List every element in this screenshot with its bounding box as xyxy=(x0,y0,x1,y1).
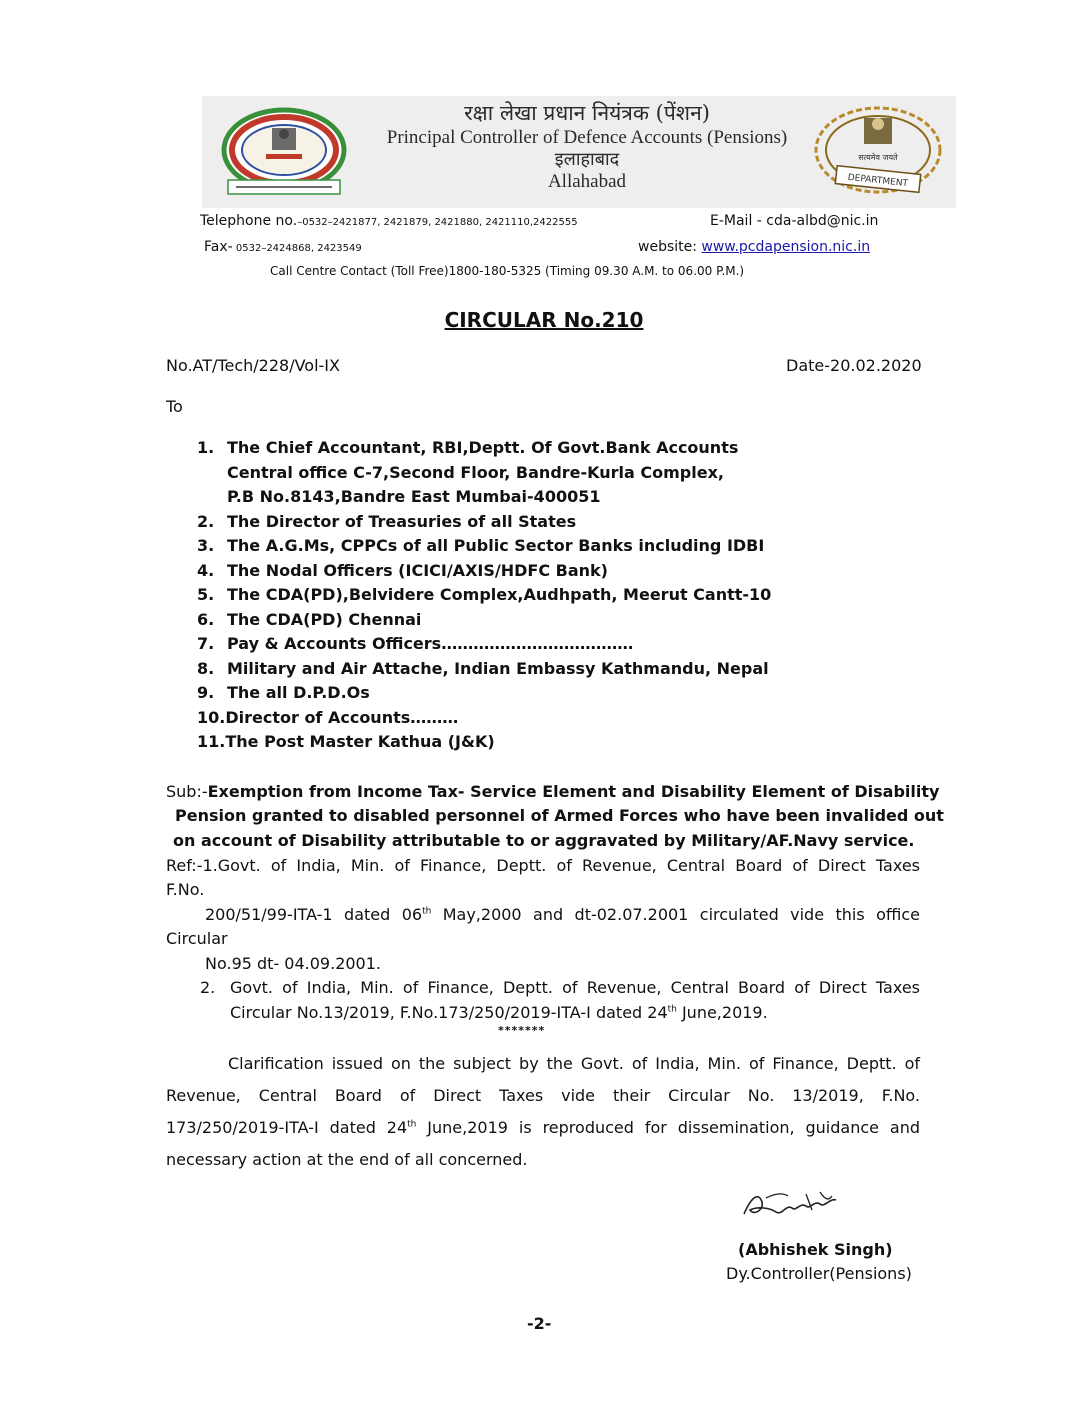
body-line: Revenue, Central Board of Direct Taxes vide their Circular No. 13/2019, F.No. xyxy=(166,1086,920,1105)
reference-line: 200/51/99-ITA-1 dated 06th May,2000 and dt-02.07.2001 circulated vide this office xyxy=(205,905,921,924)
telephone-line xyxy=(200,213,578,229)
telephone-label: Telephone no. xyxy=(200,213,298,229)
signatory-name: (Abhishek Singh) xyxy=(738,1240,893,1259)
recipient-item: 8. Military and Air Attache, Indian Embassy Kathmandu, Nepal xyxy=(197,659,769,678)
call-centre-line: Call Centre Contact (Toll Free)1800-180-5325 (Timing 09.30 A.M. to 06.00 P.M.) xyxy=(270,264,745,278)
recipient-item: 7. Pay & Accounts Officers……………………………… xyxy=(197,634,634,653)
handwritten-signature-icon xyxy=(736,1180,846,1230)
recipient-item: 6. The CDA(PD) Chennai xyxy=(197,610,422,629)
recipient-item: 11.The Post Master Kathua (J&K) xyxy=(197,732,495,751)
org-name-hindi: रक्षा लेखा प्रधान नियंत्रक (पेंशन) xyxy=(464,101,710,125)
reference-line: No.95 dt- 04.09.2001. xyxy=(205,954,381,973)
city-name-english: Allahabad xyxy=(547,171,627,192)
recipient-item: 1. The Chief Accountant, RBI,Deptt. Of Govt.Bank Accounts xyxy=(197,438,739,457)
svg-text:सत्यमेव जयते: सत्यमेव जयते xyxy=(858,153,898,162)
website-link[interactable]: www.pcdapension.nic.in xyxy=(701,239,871,255)
letterhead xyxy=(202,96,956,208)
recipient-item: 3. The A.G.Ms, CPPCs of all Public Sector Banks including IDBI xyxy=(197,536,765,555)
fax-line xyxy=(204,239,362,255)
fax-label: Fax- xyxy=(204,239,233,255)
department-seal-icon xyxy=(210,106,358,198)
page-number: -2- xyxy=(527,1314,552,1333)
to-label: To xyxy=(166,397,183,416)
organisation-name xyxy=(362,100,812,192)
reference-line: Ref:-1.Govt. of India, Min. of Finance, Deptt. of Revenue, Central Board of Direct Taxes xyxy=(166,856,920,875)
email-address: E-Mail - cda-albd@nic.in xyxy=(710,213,879,229)
recipient-item-line: P.B No.8143,Bandre East Mumbai-400051 xyxy=(227,487,601,506)
recipient-item: 5. The CDA(PD),Belvidere Complex,Audhpath, Meerut Cantt-10 xyxy=(197,585,772,604)
website-label: website: xyxy=(638,239,702,255)
circular-title: CIRCULAR No.210 xyxy=(444,308,644,332)
org-name-english: Principal Controller of Defence Accounts (Pensions) xyxy=(386,127,788,148)
body-line: 173/250/2019-ITA-I dated 24th June,2019 is reproduced for dissemination, guidance and xyxy=(166,1118,921,1137)
reference-line: 2. Govt. of India, Min. of Finance, Deptt. of Revenue, Central Board of Direct Taxes xyxy=(200,978,920,997)
reference-line: Circular No.13/2019, F.No.173/250/2019-ITA-I dated 24th June,2019. xyxy=(230,1003,768,1022)
recipient-item: 9. The all D.P.D.Os xyxy=(197,683,370,702)
reference-line: Circular xyxy=(166,929,228,948)
separator-stars: ******* xyxy=(498,1024,546,1037)
recipient-item-line: Central office C-7,Second Floor, Bandre-Kurla Complex, xyxy=(227,463,724,482)
fax-numbers: 0532–2424868, 2423549 xyxy=(232,243,362,254)
subject-label: Sub:- xyxy=(166,782,208,801)
reference-line: F.No. xyxy=(166,880,205,899)
defence-accounts-emblem-icon xyxy=(806,104,950,200)
circular-date: Date-20.02.2020 xyxy=(786,356,922,375)
recipient-item: 2. The Director of Treasuries of all States xyxy=(197,512,577,531)
recipient-item: 10.Director of Accounts……… xyxy=(197,708,459,727)
subject-line: Sub:-Exemption from Income Tax- Service Element and Disability Element of Disability xyxy=(166,782,940,801)
reference-number: No.AT/Tech/228/Vol-IX xyxy=(166,356,340,375)
city-name-hindi: इलाहाबाद xyxy=(554,149,620,170)
subject-line: on account of Disability attributable to or aggravated by Military/AF.Navy service. xyxy=(173,831,915,850)
svg-text:DEPARTMENT: DEPARTMENT xyxy=(847,172,909,190)
body-line: Clarification issued on the subject by the Govt. of India, Min. of Finance, Deptt. of xyxy=(228,1054,920,1073)
telephone-numbers: –0532–2421877, 2421879, 2421880, 2421110,2422555 xyxy=(297,217,578,228)
website-line xyxy=(638,239,870,255)
signatory-designation: Dy.Controller(Pensions) xyxy=(726,1264,912,1283)
recipient-item: 4. The Nodal Officers (ICICI/AXIS/HDFC Bank) xyxy=(197,561,608,580)
subject-line: Pension granted to disabled personnel of Armed Forces who have been invalided out xyxy=(175,806,944,825)
body-line: necessary action at the end of all concerned. xyxy=(166,1150,528,1169)
